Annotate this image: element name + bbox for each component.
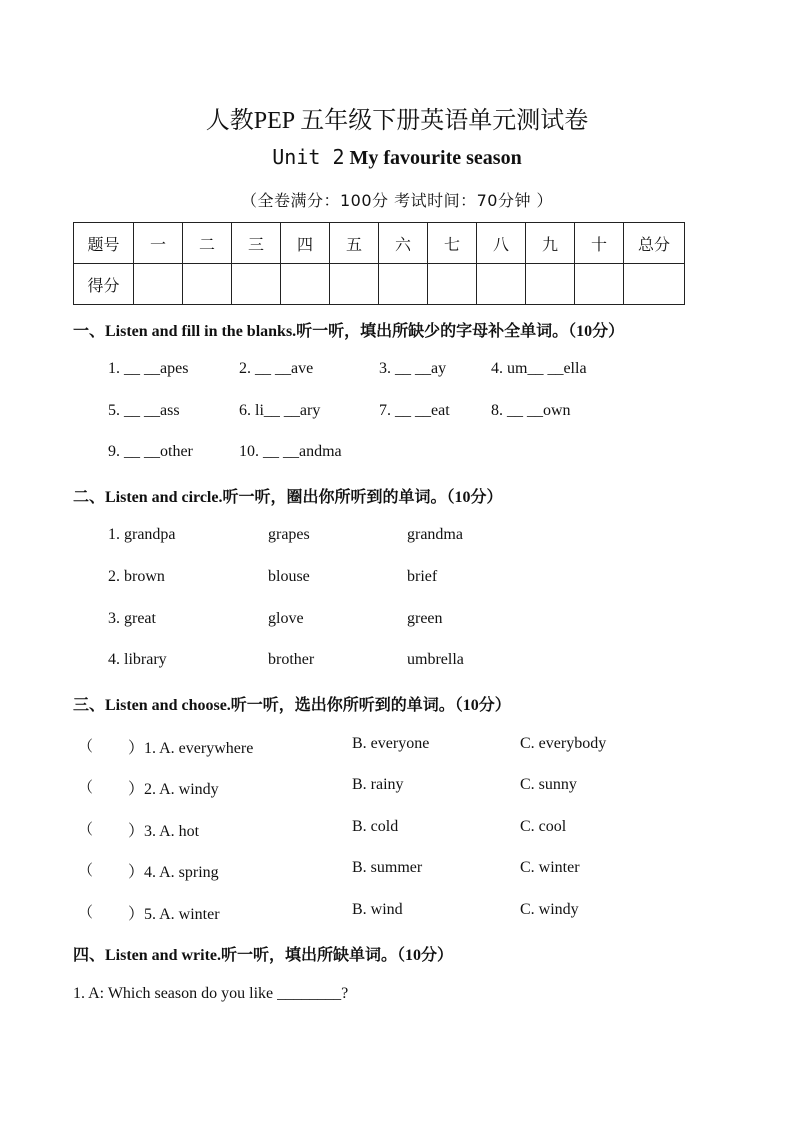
score-table-cell: 总分 xyxy=(624,223,685,264)
choice-option-b: B. everyone xyxy=(352,735,430,752)
choice-question: ）1. A. everywhere xyxy=(128,740,254,757)
circle-option[interactable]: glove xyxy=(268,610,304,627)
score-table xyxy=(73,222,685,305)
fill-item: 6. li__ __ary xyxy=(239,402,321,419)
score-input-cell[interactable] xyxy=(330,264,379,305)
circle-option[interactable]: brief xyxy=(407,568,438,585)
score-input-cell[interactable] xyxy=(428,264,477,305)
choice-option-c: C. cool xyxy=(520,818,567,835)
score-table-score-row xyxy=(74,264,685,305)
choice-option-b: B. cold xyxy=(352,818,399,835)
score-table-cell: 一 xyxy=(134,223,183,264)
choice-option-c: C. windy xyxy=(520,901,579,918)
choice-question: ）5. A. winter xyxy=(128,906,220,923)
score-input-cell[interactable] xyxy=(624,264,685,305)
score-input-cell[interactable] xyxy=(477,264,526,305)
score-input-cell[interactable] xyxy=(379,264,428,305)
choice-option-b: B. rainy xyxy=(352,776,404,793)
fill-item: 8. __ __own xyxy=(491,402,571,419)
score-input-cell[interactable] xyxy=(134,264,183,305)
score-input-cell[interactable] xyxy=(232,264,281,305)
fill-item: 3. __ __ay xyxy=(379,360,447,377)
answer-bracket-open[interactable]: （ xyxy=(78,778,94,796)
fill-item: 2. __ __ave xyxy=(239,360,314,377)
choice-option-c: C. sunny xyxy=(520,776,577,793)
choice-option-c: C. winter xyxy=(520,859,580,876)
unit-number: Unit 2 xyxy=(272,145,345,169)
fill-item: 7. __ __eat xyxy=(379,402,450,419)
answer-bracket-open[interactable]: （ xyxy=(78,737,94,755)
choice-option-b: B. summer xyxy=(352,859,423,876)
circle-option[interactable]: umbrella xyxy=(407,651,464,668)
circle-option[interactable]: grandma xyxy=(407,526,463,543)
page-title: 人教PEP 五年级下册英语单元测试卷 xyxy=(205,108,589,134)
score-table-cell: 六 xyxy=(379,223,428,264)
answer-bracket-open[interactable]: （ xyxy=(78,820,94,838)
circle-option[interactable]: brother xyxy=(268,651,315,668)
answer-bracket-open[interactable]: （ xyxy=(78,861,94,879)
score-table-cell: 二 xyxy=(183,223,232,264)
score-table-cell: 八 xyxy=(477,223,526,264)
score-row-label: 得分 xyxy=(74,264,134,305)
circle-option[interactable]: blouse xyxy=(268,568,310,585)
score-input-cell[interactable] xyxy=(526,264,575,305)
circle-option[interactable]: 4. library xyxy=(108,651,167,668)
score-table-cell: 十 xyxy=(575,223,624,264)
circle-option[interactable]: 3. great xyxy=(108,610,156,627)
exam-meta: （全卷满分：100分 考试时间：70分钟 ） xyxy=(240,191,554,210)
score-table-header-row xyxy=(74,223,685,264)
score-table-cell: 九 xyxy=(526,223,575,264)
write-item[interactable]: 1. A: Which season do you like ________? xyxy=(73,985,349,1002)
score-input-cell[interactable] xyxy=(183,264,232,305)
choice-question: ）4. A. spring xyxy=(128,864,219,881)
circle-option[interactable]: 1. grandpa xyxy=(108,526,176,543)
answer-bracket-open[interactable]: （ xyxy=(78,903,94,921)
fill-item: 5. __ __ass xyxy=(108,402,180,419)
choice-option-b: B. wind xyxy=(352,901,403,918)
section1-heading: 一、Listen and fill in the blanks.听一听，填出所缺少的字母补全单词。（10分） xyxy=(73,323,625,340)
score-input-cell[interactable] xyxy=(281,264,330,305)
choice-option-c: C. everybody xyxy=(520,735,607,752)
choice-question: ）2. A. windy xyxy=(128,781,219,798)
fill-item: 4. um__ __ella xyxy=(491,360,587,377)
score-table-cell: 五 xyxy=(330,223,379,264)
choice-question: ）3. A. hot xyxy=(128,823,200,840)
score-table-cell: 四 xyxy=(281,223,330,264)
circle-option[interactable]: grapes xyxy=(268,526,310,543)
score-table-cell: 题号 xyxy=(74,223,134,264)
unit-name: My favourite season xyxy=(349,147,522,169)
score-table-cell: 七 xyxy=(428,223,477,264)
section4-heading: 四、Listen and write.听一听，填出所缺单词。（10分） xyxy=(73,947,454,964)
circle-option[interactable]: green xyxy=(407,610,443,627)
score-table-cell: 三 xyxy=(232,223,281,264)
page-subtitle xyxy=(0,145,794,170)
score-input-cell[interactable] xyxy=(575,264,624,305)
fill-item: 1. __ __apes xyxy=(108,360,189,377)
section3-heading: 三、Listen and choose.听一听，选出你所听到的单词。（10分） xyxy=(73,697,511,714)
circle-option[interactable]: 2. brown xyxy=(108,568,165,585)
fill-item: 9. __ __other xyxy=(108,443,193,460)
fill-item: 10. __ __andma xyxy=(239,443,342,460)
section2-heading: 二、Listen and circle.听一听，圈出你所听到的单词。（10分） xyxy=(73,489,503,506)
